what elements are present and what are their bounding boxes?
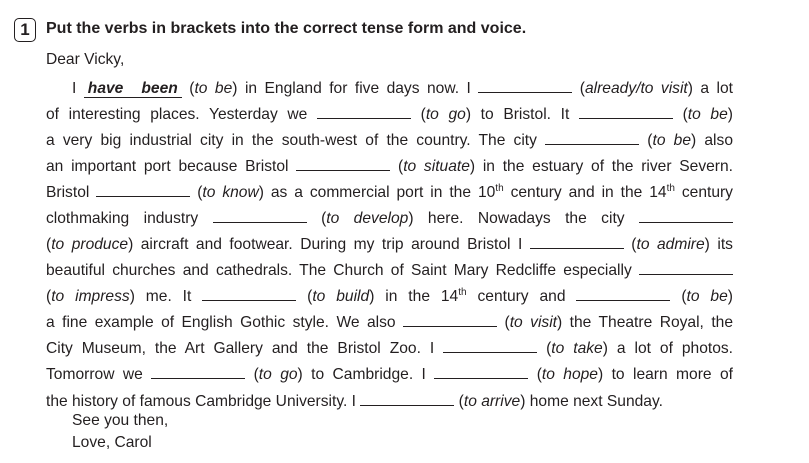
answer-blank[interactable]	[96, 181, 190, 197]
exercise-number: 1	[14, 18, 36, 42]
verb-hint: (to go)	[253, 366, 303, 383]
verb-hint: (to hope)	[536, 366, 604, 383]
letter-line	[46, 233, 733, 255]
letter-text: in England for five days now. I	[237, 80, 479, 97]
verb-hint: (to admire)	[631, 236, 710, 253]
letter-line	[46, 103, 733, 125]
letter-text: a fine example of English Gothic style. We also	[46, 314, 404, 331]
verb-hint: (to build)	[307, 288, 375, 305]
example-answer: have been	[84, 80, 182, 98]
verb-hint: (to visit)	[504, 314, 563, 331]
letter-line	[46, 207, 733, 229]
letter-line	[46, 337, 733, 359]
letter-text: to learn more of	[603, 366, 733, 383]
answer-blank[interactable]	[151, 363, 245, 379]
ordinal-suffix: th	[495, 182, 504, 194]
letter-text: the history of famous Cambridge University. I	[46, 393, 361, 410]
letter-text: in the 14	[374, 288, 459, 305]
verb-hint: (to develop)	[321, 210, 414, 227]
letter-line	[72, 77, 733, 99]
answer-blank[interactable]	[639, 207, 733, 223]
letter-text: a lot of photos.	[607, 340, 733, 357]
answer-blank[interactable]	[434, 363, 528, 379]
verb-hint: (to be)	[681, 288, 733, 305]
answer-blank[interactable]	[202, 285, 296, 301]
verb-hint: (to be)	[189, 80, 238, 97]
answer-blank[interactable]	[576, 285, 670, 301]
letter-line	[46, 285, 733, 307]
verb-hint: (to be)	[647, 132, 697, 149]
answer-blank[interactable]	[478, 77, 572, 93]
letter-text: century	[674, 184, 733, 201]
letter-text: as a commercial port in the 10	[263, 184, 496, 201]
letter-text: Bristol	[46, 184, 97, 201]
letter-line	[46, 181, 733, 203]
letter-greeting: Dear Vicky,	[46, 51, 125, 68]
letter-text: to Cambridge. I	[302, 366, 435, 383]
letter-text: Tomorrow we	[46, 366, 152, 383]
letter-line	[46, 259, 733, 281]
answer-blank[interactable]	[443, 337, 537, 353]
answer-blank[interactable]	[579, 103, 673, 119]
verb-hint: (to go)	[420, 106, 472, 123]
letter-text: its	[709, 236, 733, 253]
answer-blank[interactable]	[360, 390, 454, 406]
letter-text: City Museum, the Art Gallery and the Bristol Zoo. I	[46, 340, 444, 357]
verb-hint: (to take)	[546, 340, 608, 357]
answer-blank[interactable]	[530, 233, 624, 249]
letter-text: century and	[466, 288, 577, 305]
letter-text: here. Nowadays the city	[413, 210, 639, 227]
answer-blank[interactable]	[545, 129, 639, 145]
verb-hint: (already/to visit)	[579, 80, 693, 97]
answer-blank[interactable]	[296, 155, 390, 171]
letter-line	[46, 129, 733, 151]
letter-closing: See you then,	[72, 412, 169, 429]
letter-line	[46, 311, 733, 333]
letter-line	[46, 155, 733, 177]
verb-hint: (to produce)	[46, 236, 134, 253]
letter-text: home next Sunday.	[525, 393, 663, 410]
verb-hint: (to impress)	[46, 288, 135, 305]
verb-hint: (to arrive)	[458, 393, 526, 410]
letter-text: me. It	[134, 288, 203, 305]
verb-hint: (to be)	[682, 106, 733, 123]
letter-text: beautiful churches and cathedrals. The Church of Saint Mary Redcliffe especially	[46, 262, 639, 279]
letter-text: also	[696, 132, 733, 149]
letter-text: the Theatre Royal, the	[562, 314, 734, 331]
letter-text: an important port because Bristol	[46, 158, 297, 175]
answer-blank[interactable]	[403, 311, 497, 327]
letter-line	[46, 363, 733, 385]
letter-text: in the estuary of the river Severn.	[475, 158, 733, 175]
letter-line	[46, 390, 733, 412]
ordinal-suffix: th	[666, 182, 675, 194]
letter-signature: Love, Carol	[72, 434, 152, 451]
exercise-instruction: Put the verbs in brackets into the correct tense form and voice.	[46, 20, 527, 37]
letter-text: a very big industrial city in the south-west of the country. The city	[46, 132, 546, 149]
letter-text: aircraft and footwear. During my trip around Bristol I	[133, 236, 530, 253]
letter-text: century and in the 14	[503, 184, 667, 201]
letter-text: I	[72, 80, 84, 97]
answer-blank[interactable]	[213, 207, 307, 223]
letter-text: to Bristol. It	[471, 106, 579, 123]
answer-blank[interactable]	[317, 103, 411, 119]
verb-hint: (to situate)	[397, 158, 476, 175]
ordinal-suffix: th	[458, 286, 467, 298]
verb-hint: (to know)	[197, 184, 264, 201]
letter-text: of interesting places. Yesterday we	[46, 106, 317, 123]
letter-text: a lot	[692, 80, 734, 97]
letter-text: clothmaking industry	[46, 210, 213, 227]
answer-blank[interactable]	[639, 259, 733, 275]
